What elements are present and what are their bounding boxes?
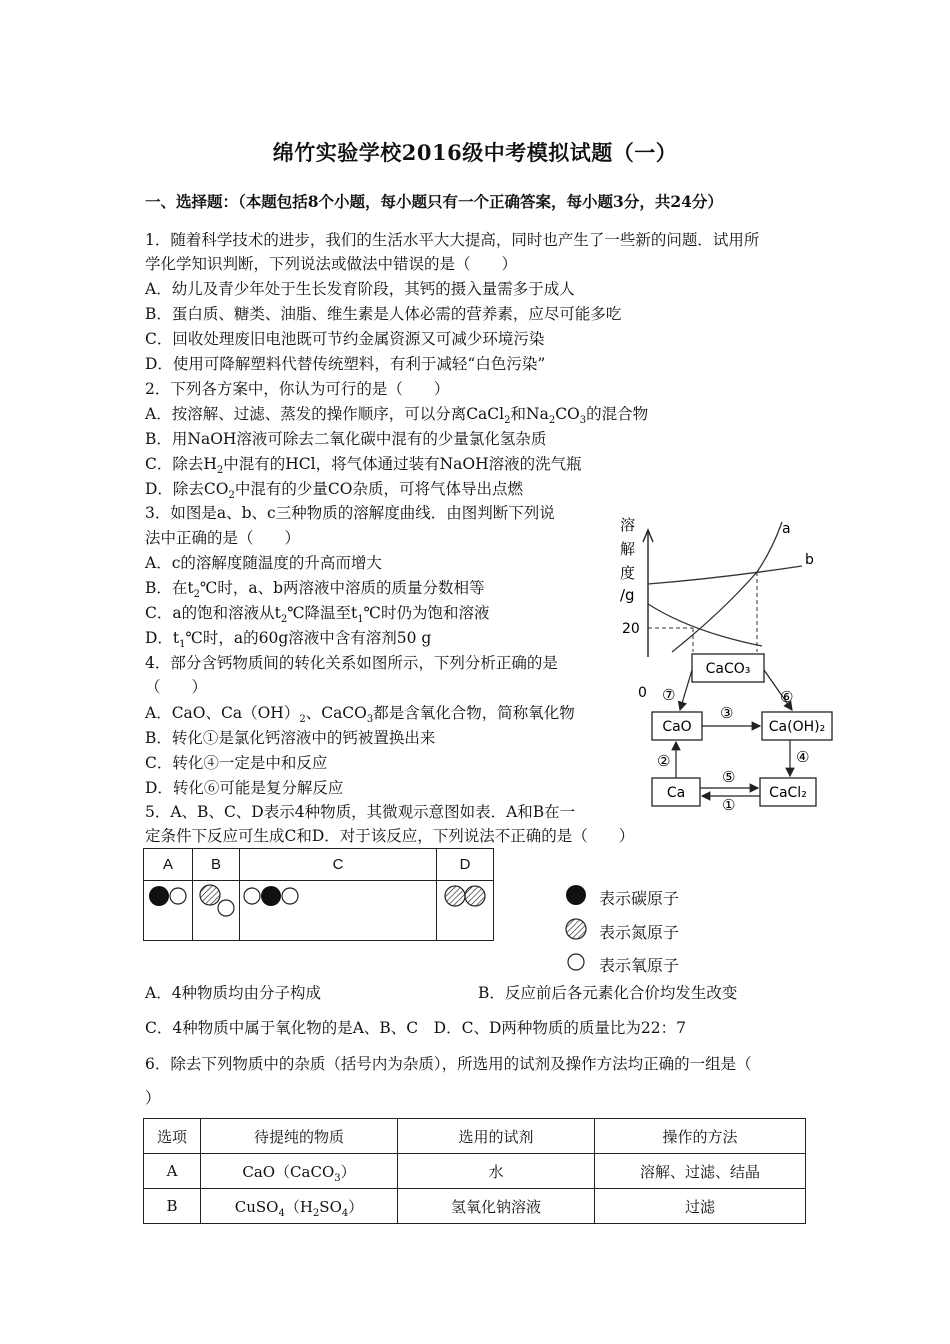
atom-nitrogen xyxy=(200,885,220,905)
q6-row-a-option: A xyxy=(144,1154,201,1189)
legend-oxygen-icon xyxy=(568,954,584,970)
legend-symbols xyxy=(564,884,590,974)
page-title: 绵竹实验学校2016级中考模拟试题（一） xyxy=(272,140,678,165)
q6-header-reagent: 选用的试剂 xyxy=(398,1119,595,1154)
atom-oxygen xyxy=(218,900,234,916)
q2-option-d: D．除去$CO_2$中混有的少量CO杂质，可将气体导出点燃 xyxy=(145,480,523,502)
q4-option-a: A．CaO、$Ca(OH)_2$、CaCO$_3$都是含氧化合物，简称氧化物 xyxy=(145,704,575,726)
q1-option-a: A．幼儿及青少年处于生长发育阶段，其钙的摄入量需多于成人 xyxy=(145,280,575,298)
node-caoh2-label: Ca(OH)₂ xyxy=(768,719,826,735)
q5-option-cd: C．4种物质中属于氧化物的是A、B、C D．C、D两种物质的质量比为22：7 xyxy=(145,1019,686,1037)
step-3: ③ xyxy=(720,704,734,722)
q3-option-a: A．c的溶解度随温度的升高而增大 xyxy=(145,554,382,572)
q6-stem: 6．除去下列物质中的杂质（括号内为杂质），所选用的试剂及操作方法均正确的一组是（ xyxy=(145,1055,752,1073)
micro-cell-c xyxy=(240,881,437,941)
atom-oxygen xyxy=(244,888,260,904)
q2-stem: 2．下列各方案中，你认为可行的是（ ） xyxy=(145,380,450,398)
atom-carbon xyxy=(149,886,169,906)
q6-row-b-reagent: 氢氧化钠溶液 xyxy=(398,1189,595,1224)
chart-origin: 0 xyxy=(638,685,647,701)
q6-row-a-substance: CaO（CaCO$_3$） xyxy=(201,1154,398,1189)
chart-ylabel-2: 解 xyxy=(620,540,636,558)
q1-stem-line2: 学化学知识判断，下列说法或做法中错误的是（ ） xyxy=(145,255,518,273)
q6-row-b-option: B xyxy=(144,1189,201,1224)
step-1: ① xyxy=(722,796,736,812)
curve-a-label: a xyxy=(782,521,791,537)
molecule-b xyxy=(194,881,238,921)
chart-ylabel-3: 度 xyxy=(620,564,636,582)
micro-header-d: D xyxy=(437,849,494,881)
q3-option-d: D．$t_1℃$时，a的60g溶液中含有溶剂50 g xyxy=(145,629,432,651)
section-heading: 一、选择题：（本题包括8个小题，每小题只有一个正确答案，每小题3分，共24分） xyxy=(145,192,723,211)
step-7: ⑦ xyxy=(662,686,676,704)
q5-stem-line1: 5．A、B、C、D表示4种物质，其微观示意图如表．A和B在一 xyxy=(145,803,576,821)
q1-stem-line1: 1．随着科学技术的进步，我们的生活水平大大提高，同时也产生了一些新的问题．试用所 xyxy=(145,231,760,249)
q5-stem-line2: 定条件下反应可生成C和D．对于该反应，下列说法不正确的是（ ） xyxy=(145,827,635,845)
molecule-d xyxy=(438,881,492,911)
q1-option-d: D．使用可降解塑料代替传统塑料，有利于减轻“白色污染” xyxy=(145,355,546,373)
q1-option-c: C．回收处理废旧电池既可节约金属资源又可减少环境污染 xyxy=(145,330,545,348)
node-cao-label: CaO xyxy=(662,719,692,735)
q6-stem-close: ） xyxy=(145,1089,161,1107)
q2-option-c: C．除去$H_2$中混有的HCl，将气体通过装有NaOH溶液的洗气瓶 xyxy=(145,455,582,477)
legend-oxygen: 表示氧原子 xyxy=(599,956,680,975)
q1-option-b: B．蛋白质、糖类、油脂、维生素是人体必需的营养素，应尽可能多吃 xyxy=(145,305,622,323)
chart-ylabel-1: 溶 xyxy=(620,516,636,534)
q6-table xyxy=(143,1118,806,1224)
step-6: ⑥ xyxy=(780,688,794,706)
atom-oxygen xyxy=(282,888,298,904)
atom-carbon xyxy=(261,886,281,906)
legend-nitrogen: 表示氮原子 xyxy=(599,923,680,942)
legend-carbon-icon xyxy=(566,885,586,905)
legend-carbon: 表示碳原子 xyxy=(599,889,680,908)
curve-a xyxy=(672,522,782,652)
node-ca-label: Ca xyxy=(666,785,686,801)
q2-option-b: B．用NaOH溶液可除去二氧化碳中混有的少量氯化氢杂质 xyxy=(145,430,547,448)
micro-header-a: A xyxy=(144,849,193,881)
q4-option-c: C．转化④一定是中和反应 xyxy=(145,754,328,772)
q6-header-option: 选项 xyxy=(144,1119,201,1154)
chart-y-tick-20: 20 xyxy=(622,621,640,637)
micro-cell-a xyxy=(144,881,193,941)
molecule-c xyxy=(240,881,304,911)
micro-table xyxy=(143,848,494,941)
micro-header-c: C xyxy=(240,849,437,881)
q3-option-c: C．a的饱和溶液从$t_2℃$降温至$t_1℃$时仍为饱和溶液 xyxy=(145,604,490,626)
q4-option-b: B．转化①是氯化钙溶液中的钙被置换出来 xyxy=(145,729,436,747)
q6-row-a-method: 溶解、过滤、结晶 xyxy=(595,1154,806,1189)
q4-option-d: D．转化⑥可能是复分解反应 xyxy=(145,779,344,797)
micro-cell-b xyxy=(193,881,240,941)
q3-stem-line2: 法中正确的是（ ） xyxy=(145,529,301,547)
atom-oxygen xyxy=(170,888,186,904)
atom-nitrogen xyxy=(445,886,465,906)
q6-row-a-reagent: 水 xyxy=(398,1154,595,1189)
q6-row-b-substance: $CuSO_4(H_2SO_4)$ xyxy=(201,1189,398,1224)
micro-cell-d xyxy=(437,881,494,941)
micro-header-b: B xyxy=(193,849,240,881)
step-2: ② xyxy=(657,752,671,770)
chart-ylabel-4: /g xyxy=(620,586,635,604)
q5-option-b: B．反应前后各元素化合价均发生改变 xyxy=(478,984,738,1002)
q2-option-a: A．按溶解、过滤、蒸发的操作顺序，可以分离CaCl$_2$和$Na_2CO_3$的混合物 xyxy=(145,405,649,427)
node-caco3-label: CaCO₃ xyxy=(705,661,751,677)
curve-b xyxy=(648,566,802,584)
q5-option-a: A．4种物质均由分子构成 xyxy=(145,984,322,1002)
q3-option-b: B．在$t_2℃$时，a、b两溶液中溶质的质量分数相等 xyxy=(145,579,485,601)
q4-stem-line1: 4．部分含钙物质间的转化关系如图所示，下列分析正确的是 xyxy=(145,654,558,672)
step-4: ④ xyxy=(796,748,810,766)
atom-nitrogen xyxy=(465,886,485,906)
step-5: ⑤ xyxy=(722,768,736,786)
node-cacl2-label: CaCl₂ xyxy=(769,785,807,801)
molecule-a xyxy=(145,881,191,911)
q6-header-substance: 待提纯的物质 xyxy=(201,1119,398,1154)
table-row xyxy=(144,1189,806,1224)
legend-nitrogen-icon xyxy=(566,919,586,939)
q6-row-b-method: 过滤 xyxy=(595,1189,806,1224)
q6-header-method: 操作的方法 xyxy=(595,1119,806,1154)
table-row xyxy=(144,1154,806,1189)
q3-stem-line1: 3．如图是a、b、c三种物质的溶解度曲线．由图判断下列说 xyxy=(145,504,555,522)
q4-stem-line2: （ ） xyxy=(145,678,208,696)
conversion-diagram xyxy=(640,650,836,812)
curve-b-label: b xyxy=(805,552,814,568)
arrow-7 xyxy=(680,670,692,710)
